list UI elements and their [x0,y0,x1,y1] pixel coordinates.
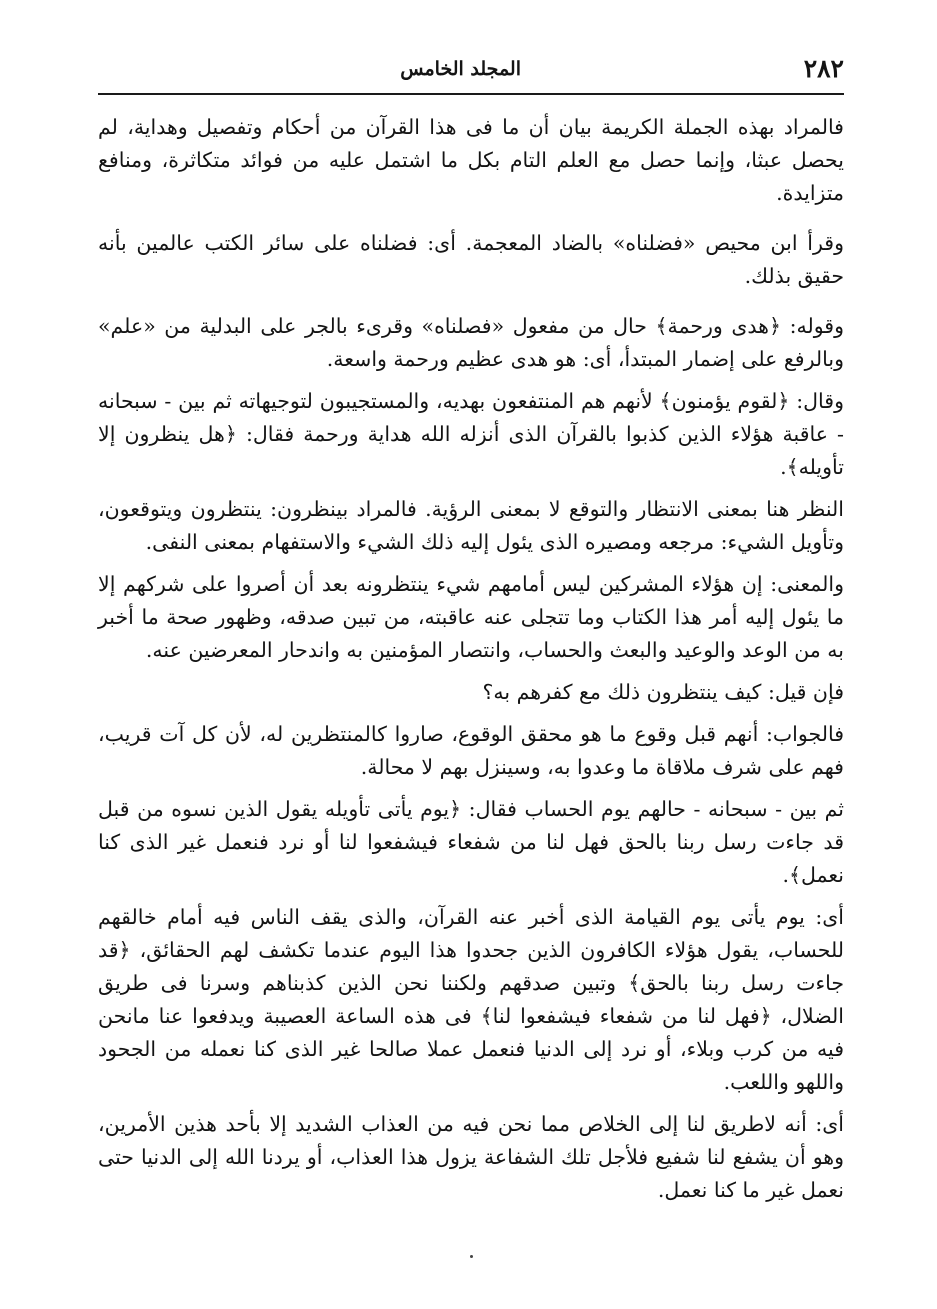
running-title: المجلد الخامس [400,58,521,80]
paragraph: فإن قيل: كيف ينتظرون ذلك مع كفرهم به؟ [482,680,844,704]
scan-speck [470,1255,473,1258]
paragraph: وقرأ ابن محيص «فضلناه» بالضاد المعجمة. أى: فضلناه على سائر الكتب عالمين بأنه حقيق بذلك. [98,231,844,288]
paragraph: ثم بين - سبحانه - حالهم يوم الحساب فقال: ﴿يوم يأتى تأويله يقول الذين نسوه من قبل قد جاءت رسل ربنا بالحق فهل لنا من شفعاء فيشفعوا لنا أو نرد فنعمل غير الذى كنا نعمل﴾. [98,797,844,887]
body-text [98,111,844,1216]
page-header [98,52,844,90]
paragraph: وقوله: ﴿هدى ورحمة﴾ حال من مفعول «فصلناه» وقرىء بالجر على البدلية من «علم» وبالرفع على إضمار المبتدأ، أى: هو هدى عظيم ورحمة واسعة. [98,314,844,371]
paragraph: وقال: ﴿لقوم يؤمنون﴾ لأنهم هم المنتفعون بهديه، والمستجيبون لتوجيهاته ثم بين - سبحانه - عاقبة هؤلاء الذين كذبوا بالقرآن الذى أنزله الله هداية ورحمة فقال: ﴿هل ينظرون إلا تأويله﴾. [98,389,844,479]
paragraph: فالمراد بهذه الجملة الكريمة بيان أن ما فى هذا القرآن من أحكام وتفصيل وهداية، لم يحصل عبثا، وإنما حصل مع العلم التام بكل ما اشتمل عليه من فوائد متكاثرة، ومنافع متزايدة. [98,115,844,205]
paragraph: فالجواب: أنهم قبل وقوع ما هو محقق الوقوع، صاروا كالمنتظرين له، لأن كل آت قريب، فهم على شرف ملاقاة ما وعدوا به، وسينزل بهم لا محالة. [98,722,844,779]
paragraph: أى: يوم يأتى يوم القيامة الذى أخبر عنه القرآن، والذى يقف الناس فيه أمام خالقهم للحساب، يقول هؤلاء الكافرون الذين جحدوا هذا اليوم عندما تكشف لهم الحقائق، ﴿قد جاءت رسل ربنا بالحق﴾ وتبين صدقهم ولكننا نحن الذين كذبناهم وسرنا فى طريق الضلال، ﴿فهل لنا من شفعاء فيشفعوا لنا﴾ فى هذه الساعة العصيبة ويدفعوا عنا مانحن فيه من كرب وبلاء، أو نرد إلى الدنيا فنعمل عملا صالحا غير الذى كنا نعمله من الجحود واللهو واللعب. [98,905,844,1094]
page-number: ٢٨٢ [803,54,844,83]
header-divider [98,93,844,95]
paragraph: النظر هنا بمعنى الانتظار والتوقع لا بمعنى الرؤية. فالمراد بينظرون: ينتظرون ويتوقعون، وتأويل الشيء: مرجعه ومصيره الذى يئول إليه ذلك الشيء والاستفهام بمعنى النفى. [98,497,844,554]
paragraph: أى: أنه لاطريق لنا إلى الخلاص مما نحن فيه من العذاب الشديد إلا بأحد هذين الأمرين، وهو أن يشفع لنا شفيع فلأجل تلك الشفاعة يزول هذا العذاب، أو يردنا الله إلى الدنيا حتى نعمل غير ما كنا نعمل. [98,1112,844,1202]
paragraph: والمعنى: إن هؤلاء المشركين ليس أمامهم شيء ينتظرونه بعد أن أصروا على شركهم إلا ما يئول إليه أمر هذا الكتاب وما تتجلى عنه عاقبته، من تبين صدقه، وظهور صحة ما أخبر به من الوعد والوعيد والبعث والحساب، وانتصار المؤمنين به واندحار المعرضين عنه. [98,572,844,662]
